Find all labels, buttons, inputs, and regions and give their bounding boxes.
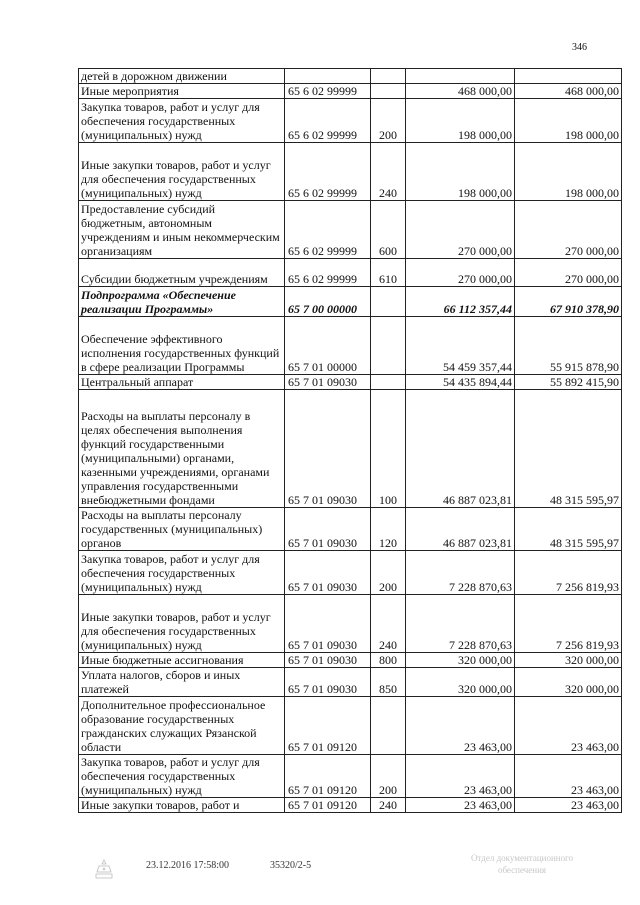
row-code-cell: 65 7 01 09030 <box>285 375 371 390</box>
table-row <box>79 653 622 668</box>
row-code-cell: 65 7 01 09030 <box>285 390 371 508</box>
row-code-cell: 65 7 01 00000 <box>285 317 371 375</box>
row-name-cell: Иные бюджетные ассигнования <box>79 653 285 668</box>
row-name-cell: Иные мероприятия <box>79 84 285 99</box>
row-code-cell: 65 7 01 09030 <box>285 653 371 668</box>
row-sum-2018-cell: 23 463,00 <box>515 798 622 813</box>
row-sum-2017-cell: 7 228 870,63 <box>406 595 515 653</box>
table-row <box>79 595 622 653</box>
row-expense-type-cell <box>371 287 406 317</box>
table-row <box>79 798 622 813</box>
table-row <box>79 317 622 375</box>
row-name-cell: детей в дорожном движении <box>79 69 285 84</box>
row-sum-2018-cell: 468 000,00 <box>515 84 622 99</box>
row-sum-2017-cell: 54 435 894,44 <box>406 375 515 390</box>
row-name-cell: Уплата налогов, сборов и иных платежей <box>79 668 285 697</box>
row-name-cell: Иные закупки товаров, работ и <box>79 798 285 813</box>
row-expense-type-cell: 240 <box>371 143 406 201</box>
row-sum-2018-cell: 7 256 819,93 <box>515 595 622 653</box>
row-sum-2018-cell: 23 463,00 <box>515 755 622 798</box>
page-number: 346 <box>572 42 587 53</box>
footer-datetime: 23.12.2016 17:58:00 <box>146 860 230 871</box>
row-expense-type-cell: 610 <box>371 259 406 287</box>
row-sum-2017-cell <box>406 69 515 84</box>
row-sum-2018-cell: 198 000,00 <box>515 99 622 143</box>
row-sum-2017-cell: 66 112 357,44 <box>406 287 515 317</box>
row-sum-2018-cell: 55 915 878,90 <box>515 317 622 375</box>
table-row <box>79 551 622 595</box>
row-code-cell: 65 7 01 09030 <box>285 668 371 697</box>
row-sum-2017-cell: 23 463,00 <box>406 697 515 755</box>
stamp-line-2: обеспечения <box>497 865 547 875</box>
row-sum-2018-cell: 320 000,00 <box>515 653 622 668</box>
row-code-cell: 65 7 01 09120 <box>285 798 371 813</box>
row-sum-2018-cell: 48 315 595,97 <box>515 390 622 508</box>
row-code-cell: 65 7 01 09120 <box>285 697 371 755</box>
row-expense-type-cell: 200 <box>371 551 406 595</box>
row-sum-2018-cell: 270 000,00 <box>515 259 622 287</box>
footer-doc-id: 35320/2-5 <box>270 860 312 871</box>
row-sum-2017-cell: 320 000,00 <box>406 668 515 697</box>
row-sum-2017-cell: 270 000,00 <box>406 201 515 259</box>
row-name-cell: Иные закупки товаров, работ и услуг для обеспечения государственных (муниципальных) нужд <box>79 595 285 653</box>
row-code-cell: 65 6 02 99999 <box>285 201 371 259</box>
row-sum-2017-cell: 270 000,00 <box>406 259 515 287</box>
row-code-cell: 65 7 01 09030 <box>285 508 371 551</box>
row-code-cell: 65 6 02 99999 <box>285 259 371 287</box>
table-row <box>79 143 622 201</box>
row-name-cell: Дополнительное профессиональное образование государственных гражданских служащих Рязанской области <box>79 697 285 755</box>
row-expense-type-cell: 800 <box>371 653 406 668</box>
table-row <box>79 69 622 84</box>
table-row <box>79 201 622 259</box>
row-sum-2017-cell: 23 463,00 <box>406 798 515 813</box>
row-expense-type-cell <box>371 69 406 84</box>
row-sum-2017-cell: 54 459 357,44 <box>406 317 515 375</box>
row-sum-2017-cell: 46 887 023,81 <box>406 390 515 508</box>
table-row <box>79 259 622 287</box>
table-body <box>79 69 622 813</box>
table-row <box>79 697 622 755</box>
table-row <box>79 390 622 508</box>
row-sum-2018-cell: 198 000,00 <box>515 143 622 201</box>
row-name-cell: Подпрограмма «Обеспечение реализации Программы» <box>79 287 285 317</box>
row-sum-2018-cell: 320 000,00 <box>515 668 622 697</box>
row-expense-type-cell <box>371 697 406 755</box>
row-name-cell: Субсидии бюджетным учреждениям <box>79 259 285 287</box>
row-sum-2017-cell: 198 000,00 <box>406 99 515 143</box>
row-sum-2017-cell: 7 228 870,63 <box>406 551 515 595</box>
row-expense-type-cell: 200 <box>371 99 406 143</box>
row-code-cell: 65 6 02 99999 <box>285 84 371 99</box>
row-name-cell: Закупка товаров, работ и услуг для обеспечения государственных (муниципальных) нужд <box>79 551 285 595</box>
row-name-cell: Обеспечение эффективного исполнения государственных функций в сфере реализации Программы <box>79 317 285 375</box>
row-name-cell: Расходы на выплаты персоналу государственных (муниципальных) органов <box>79 508 285 551</box>
row-expense-type-cell: 120 <box>371 508 406 551</box>
row-code-cell: 65 7 01 09030 <box>285 551 371 595</box>
row-sum-2018-cell: 270 000,00 <box>515 201 622 259</box>
emblem-icon <box>92 858 116 882</box>
row-code-cell: 65 7 01 09120 <box>285 755 371 798</box>
row-code-cell: 65 6 02 99999 <box>285 99 371 143</box>
row-sum-2018-cell: 67 910 378,90 <box>515 287 622 317</box>
row-code-cell: 65 7 00 00000 <box>285 287 371 317</box>
table-row <box>79 99 622 143</box>
row-sum-2017-cell: 468 000,00 <box>406 84 515 99</box>
table-row <box>79 755 622 798</box>
row-expense-type-cell: 100 <box>371 390 406 508</box>
row-name-cell: Предоставление субсидий бюджетным, автономным учреждениям и иным некоммерческим организациям <box>79 201 285 259</box>
row-sum-2018-cell: 23 463,00 <box>515 697 622 755</box>
row-sum-2017-cell: 320 000,00 <box>406 653 515 668</box>
row-expense-type-cell: 240 <box>371 798 406 813</box>
row-sum-2018-cell: 55 892 415,90 <box>515 375 622 390</box>
row-expense-type-cell: 850 <box>371 668 406 697</box>
row-expense-type-cell: 240 <box>371 595 406 653</box>
row-expense-type-cell <box>371 317 406 375</box>
row-name-cell: Закупка товаров, работ и услуг для обеспечения государственных (муниципальных) нужд <box>79 99 285 143</box>
table-row <box>79 375 622 390</box>
row-expense-type-cell: 200 <box>371 755 406 798</box>
budget-table <box>78 68 622 813</box>
row-code-cell: 65 7 01 09030 <box>285 595 371 653</box>
row-sum-2018-cell: 7 256 819,93 <box>515 551 622 595</box>
row-sum-2018-cell: 48 315 595,97 <box>515 508 622 551</box>
row-code-cell <box>285 69 371 84</box>
row-name-cell: Центральный аппарат <box>79 375 285 390</box>
row-sum-2018-cell <box>515 69 622 84</box>
table-row <box>79 287 622 317</box>
row-sum-2017-cell: 23 463,00 <box>406 755 515 798</box>
table-row <box>79 668 622 697</box>
row-expense-type-cell <box>371 84 406 99</box>
table-row <box>79 508 622 551</box>
stamp-line-1: Отдел документационного <box>470 853 574 863</box>
table-row <box>79 84 622 99</box>
row-expense-type-cell: 600 <box>371 201 406 259</box>
row-code-cell: 65 6 02 99999 <box>285 143 371 201</box>
row-sum-2017-cell: 46 887 023,81 <box>406 508 515 551</box>
row-name-cell: Закупка товаров, работ и услуг для обеспечения государственных (муниципальных) нужд <box>79 755 285 798</box>
department-stamp <box>447 852 597 876</box>
row-name-cell: Расходы на выплаты персоналу в целях обеспечения выполнения функций государственными (муниципальными) органами, казенными учреждениями, органами управления государственными внебюджетными фондами <box>79 390 285 508</box>
row-sum-2017-cell: 198 000,00 <box>406 143 515 201</box>
row-expense-type-cell <box>371 375 406 390</box>
row-name-cell: Иные закупки товаров, работ и услуг для обеспечения государственных (муниципальных) нужд <box>79 143 285 201</box>
